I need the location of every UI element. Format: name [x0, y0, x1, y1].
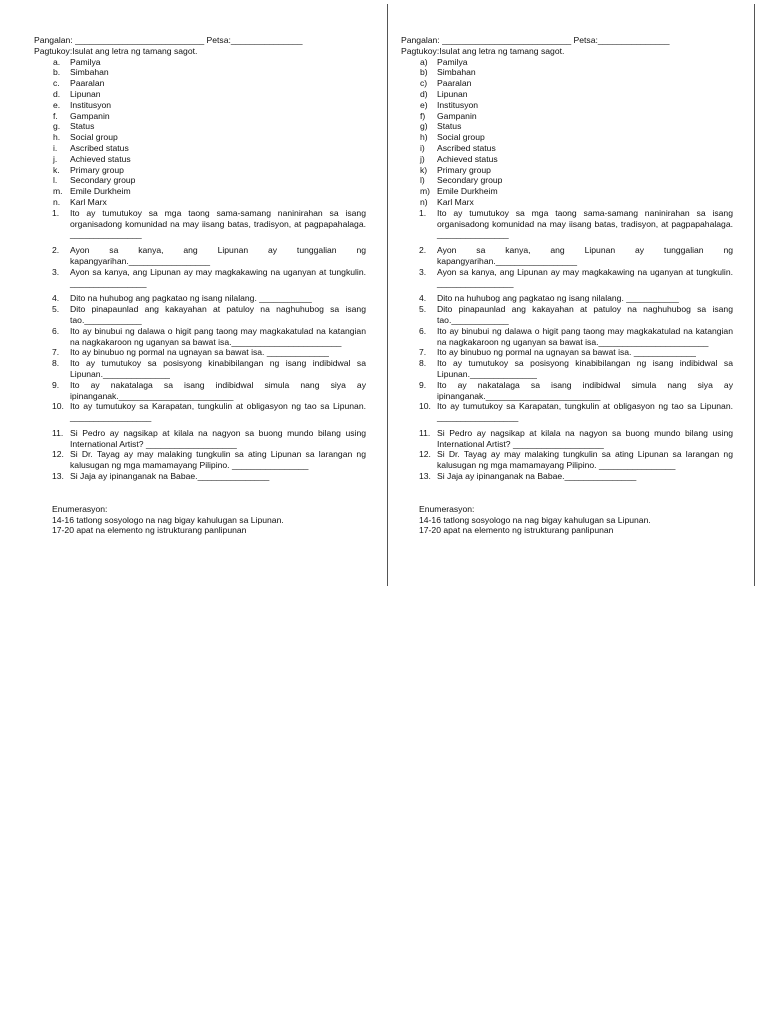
choice-item — [34, 154, 366, 165]
question-number: 4. — [419, 293, 427, 304]
question-number: 2. — [419, 245, 427, 256]
question-text: Ito ay tumutukoy sa mga taong sama-samang naninirahan sa isang organisadong komunidad na may iisang batas, tradisyon, at pagpapahalaga. _______________ — [70, 207, 366, 240]
choices-list — [401, 57, 733, 208]
question-item — [401, 267, 733, 289]
question-item — [34, 401, 366, 423]
choice-letter: l. — [53, 175, 58, 186]
enumeration-title: Enumerasyon: — [419, 503, 475, 514]
question-number: 10. — [419, 401, 431, 412]
questions-list — [34, 208, 366, 482]
choice-item — [401, 165, 733, 176]
question-number: 3. — [419, 266, 427, 277]
choice-text: Secondary group — [70, 175, 136, 186]
question-text: Ito ay binubuo ng pormal na ugnayan sa bawat isa. _____________ — [70, 347, 329, 358]
question-item — [401, 326, 733, 348]
choice-item — [401, 154, 733, 165]
choice-letter: i) — [420, 142, 425, 153]
enumeration-item: 17-20 apat na elemento ng istrukturang panlipunan — [52, 525, 247, 536]
instruction-text: Pagtukoy:Isulat ang letra ng tamang sagot. — [401, 45, 565, 56]
choice-text: Achieved status — [70, 153, 131, 164]
question-number: 6. — [52, 325, 60, 336]
question-item — [34, 267, 366, 289]
choice-letter: d. — [53, 88, 61, 99]
question-item — [34, 449, 366, 471]
choice-text: Pamilya — [437, 56, 468, 67]
choice-text: Lipunan — [437, 88, 468, 99]
question-number: 12. — [52, 449, 64, 460]
enumeration-item: 17-20 apat na elemento ng istrukturang panlipunan — [419, 525, 614, 536]
enumeration-section — [34, 504, 366, 536]
choice-item — [34, 143, 366, 154]
question-number: 1. — [419, 207, 427, 218]
question-number: 11. — [52, 427, 64, 438]
question-text: Si Pedro ay nagsikap at kilala na nagyon sa buong mundo bilang using International Artist? ___________________ — [70, 427, 366, 449]
question-text: Ito ay nakatalaga sa isang indibidwal simula nang siya ay ipinanganak.________________________ — [70, 379, 366, 401]
choice-text: Achieved status — [437, 153, 498, 164]
question-item — [401, 358, 733, 380]
choice-item — [34, 197, 366, 208]
choice-text: Paaralan — [437, 78, 472, 89]
question-text: Ayon sa kanya, ang Lipunan ay may magkakawing na uganyan at tungkulin. ________________ — [437, 266, 733, 288]
choice-letter: j) — [420, 153, 425, 164]
choice-letter: i. — [53, 142, 58, 153]
choice-text: Social group — [70, 132, 118, 143]
question-text: Ayon sa kanya, ang Lipunan ay tunggalian ng kapangyarihan._________________ — [70, 245, 366, 266]
question-number: 10. — [52, 401, 64, 412]
choice-text: Simbahan — [70, 67, 109, 78]
question-item — [34, 471, 366, 482]
page-edge-line — [754, 4, 755, 586]
choice-text: Simbahan — [437, 67, 476, 78]
question-text: Ito ay binubuo ng pormal na ugnayan sa bawat isa. _____________ — [437, 347, 696, 358]
name-date-line: Pangalan: ___________________________ Petsa:_______________ — [401, 35, 670, 45]
question-text: Dito na huhubog ang pagkatao ng isang nilalang. ___________ — [70, 293, 312, 304]
enumeration-item: 14-16 tatlong sosyologo na nag bigay kahulugan sa Lipunan. — [52, 514, 284, 525]
choice-item — [34, 78, 366, 89]
quiz-copy-right — [401, 35, 733, 536]
choice-text: Status — [437, 121, 462, 132]
choice-item — [401, 89, 733, 100]
choice-letter: a) — [420, 56, 428, 67]
choice-text: Gampanin — [437, 110, 477, 121]
choice-item — [34, 186, 366, 197]
question-text: Ayon sa kanya, ang Lipunan ay may magkakawing na uganyan at tungkulin. ________________ — [70, 266, 366, 288]
enumeration-item: 14-16 tatlong sosyologo na nag bigay kahulugan sa Lipunan. — [419, 514, 651, 525]
name-date-line: Pangalan: ___________________________ Petsa:_______________ — [34, 35, 303, 45]
enumeration-section — [401, 504, 733, 536]
question-text: Dito na huhubog ang pagkatao ng isang nilalang. ___________ — [437, 293, 679, 304]
choice-letter: g) — [420, 121, 428, 132]
question-text: Si Dr. Tayag ay may malaking tungkulin sa ating Lipunan sa larangan ng kalusugan ng mga mamamayang Pilipino. ________________ — [70, 449, 366, 471]
choice-text: Emile Durkheim — [437, 186, 498, 197]
choice-item — [401, 186, 733, 197]
question-text: Si Jaja ay ipinanganak na Babae._______________ — [70, 471, 270, 482]
choice-item — [401, 121, 733, 132]
question-number: 13. — [419, 471, 431, 482]
question-item — [34, 428, 366, 450]
choice-letter: b. — [53, 67, 61, 78]
choice-text: Gampanin — [70, 110, 110, 121]
question-number: 7. — [419, 347, 427, 358]
choice-text: Status — [70, 121, 95, 132]
question-text: Si Dr. Tayag ay may malaking tungkulin sa ating Lipunan sa larangan ng kalusugan ng mga mamamayang Pilipino. ________________ — [437, 449, 733, 471]
question-text: Ito ay tumutukoy sa mga taong sama-samang naninirahan sa isang organisadong komunidad na may iisang batas, tradisyon, at pagpapahalaga. _______________ — [437, 207, 733, 240]
question-number: 12. — [419, 449, 431, 460]
choice-text: Primary group — [70, 164, 124, 175]
choice-text: Pamilya — [70, 56, 101, 67]
choice-item — [401, 100, 733, 111]
choice-item — [401, 197, 733, 208]
choice-item — [34, 89, 366, 100]
choice-letter: a. — [53, 56, 61, 67]
choices-list — [34, 57, 366, 208]
choice-text: Institusyon — [437, 99, 479, 110]
choice-text: Social group — [437, 132, 485, 143]
question-text: Ito ay tumutukoy sa Karapatan, tungkulin at obligasyon ng tao sa Lipunan. _________________ — [70, 401, 366, 423]
choice-text: Lipunan — [70, 88, 101, 99]
choice-letter: c) — [420, 78, 428, 89]
question-item — [34, 304, 366, 326]
question-text: Dito pinapaunlad ang kakayahan at patuloy na naghuhubog sa isang tao.____________ — [70, 304, 366, 325]
question-item — [401, 347, 733, 358]
choice-text: Ascribed status — [70, 142, 129, 153]
question-item — [34, 245, 366, 267]
choice-text: Emile Durkheim — [70, 186, 131, 197]
question-number: 8. — [419, 358, 427, 369]
choice-item — [401, 175, 733, 186]
question-number: 3. — [52, 266, 60, 277]
enumeration-title: Enumerasyon: — [52, 503, 108, 514]
choice-text: Karl Marx — [70, 196, 107, 207]
choice-letter: e) — [420, 99, 428, 110]
choice-text: Primary group — [437, 164, 491, 175]
question-item — [34, 326, 366, 348]
question-item — [401, 449, 733, 471]
choice-item — [34, 111, 366, 122]
choice-letter: m. — [53, 186, 63, 197]
choice-letter: b) — [420, 67, 428, 78]
question-number: 6. — [419, 325, 427, 336]
question-item — [34, 293, 366, 304]
question-item — [401, 208, 733, 240]
choice-item — [401, 67, 733, 78]
choice-item — [34, 165, 366, 176]
question-number: 1. — [52, 207, 60, 218]
choice-letter: n) — [420, 196, 428, 207]
question-item — [34, 358, 366, 380]
choice-item — [401, 143, 733, 154]
choice-item — [34, 132, 366, 143]
question-text: Dito pinapaunlad ang kakayahan at patuloy na naghuhubog sa isang tao.____________ — [437, 304, 733, 325]
question-text: Si Jaja ay ipinanganak na Babae._______________ — [437, 471, 637, 482]
question-number: 4. — [52, 293, 60, 304]
choice-item — [401, 57, 733, 68]
question-text: Ayon sa kanya, ang Lipunan ay tunggalian ng kapangyarihan._________________ — [437, 245, 733, 266]
question-item — [401, 471, 733, 482]
question-text: Ito ay binubui ng dalawa o higit pang taong may magkakatulad na katangian na nagkakaroon ng uganyan sa bawat isa._______________________ — [70, 325, 366, 347]
questions-list — [401, 208, 733, 482]
choice-letter: c. — [53, 78, 60, 89]
choice-letter: h. — [53, 132, 61, 143]
question-number: 9. — [52, 379, 60, 390]
choice-letter: k) — [420, 164, 428, 175]
question-item — [401, 380, 733, 402]
choice-item — [401, 111, 733, 122]
question-item — [34, 347, 366, 358]
choice-item — [34, 100, 366, 111]
question-number: 7. — [52, 347, 60, 358]
choice-letter: m) — [420, 186, 431, 197]
question-item — [401, 304, 733, 326]
question-number: 2. — [52, 245, 60, 256]
choice-item — [34, 67, 366, 78]
choice-text: Secondary group — [437, 175, 503, 186]
choice-letter: l) — [420, 175, 425, 186]
question-number: 9. — [419, 379, 427, 390]
choice-text: Karl Marx — [437, 196, 474, 207]
question-text: Ito ay nakatalaga sa isang indibidwal simula nang siya ay ipinanganak.________________________ — [437, 379, 733, 401]
choice-item — [401, 78, 733, 89]
choice-item — [34, 57, 366, 68]
choice-letter: g. — [53, 121, 61, 132]
choice-text: Institusyon — [70, 99, 112, 110]
choice-item — [34, 121, 366, 132]
choice-letter: f) — [420, 110, 426, 121]
choice-letter: k. — [53, 164, 60, 175]
choice-letter: f. — [53, 110, 58, 121]
question-number: 5. — [419, 304, 427, 315]
question-text: Si Pedro ay nagsikap at kilala na nagyon sa buong mundo bilang using International Artist? ___________________ — [437, 427, 733, 449]
question-item — [401, 428, 733, 450]
question-item — [34, 380, 366, 402]
choice-letter: d) — [420, 88, 428, 99]
question-item — [401, 293, 733, 304]
choice-item — [401, 132, 733, 143]
column-divider — [387, 4, 388, 586]
choice-letter: h) — [420, 132, 428, 143]
choice-letter: n. — [53, 196, 61, 207]
question-text: Ito ay tumutukoy sa posisyong kinabibilangan ng isang indibidwal sa Lipunan.______________ — [70, 358, 366, 379]
choice-item — [34, 175, 366, 186]
question-number: 13. — [52, 471, 64, 482]
quiz-copy-left — [34, 35, 366, 536]
question-item — [401, 401, 733, 423]
question-item — [401, 245, 733, 267]
choice-text: Ascribed status — [437, 142, 496, 153]
question-text: Ito ay binubui ng dalawa o higit pang taong may magkakatulad na katangian na nagkakaroon ng uganyan sa bawat isa._______________________ — [437, 325, 733, 347]
question-text: Ito ay tumutukoy sa Karapatan, tungkulin at obligasyon ng tao sa Lipunan. _________________ — [437, 401, 733, 423]
question-number: 8. — [52, 358, 60, 369]
question-item — [34, 208, 366, 240]
question-number: 11. — [419, 427, 431, 438]
choice-letter: e. — [53, 99, 61, 110]
question-text: Ito ay tumutukoy sa posisyong kinabibilangan ng isang indibidwal sa Lipunan.______________ — [437, 358, 733, 379]
choice-text: Paaralan — [70, 78, 105, 89]
choice-letter: j. — [53, 153, 58, 164]
question-number: 5. — [52, 304, 60, 315]
instruction-text: Pagtukoy:Isulat ang letra ng tamang sagot. — [34, 45, 198, 56]
